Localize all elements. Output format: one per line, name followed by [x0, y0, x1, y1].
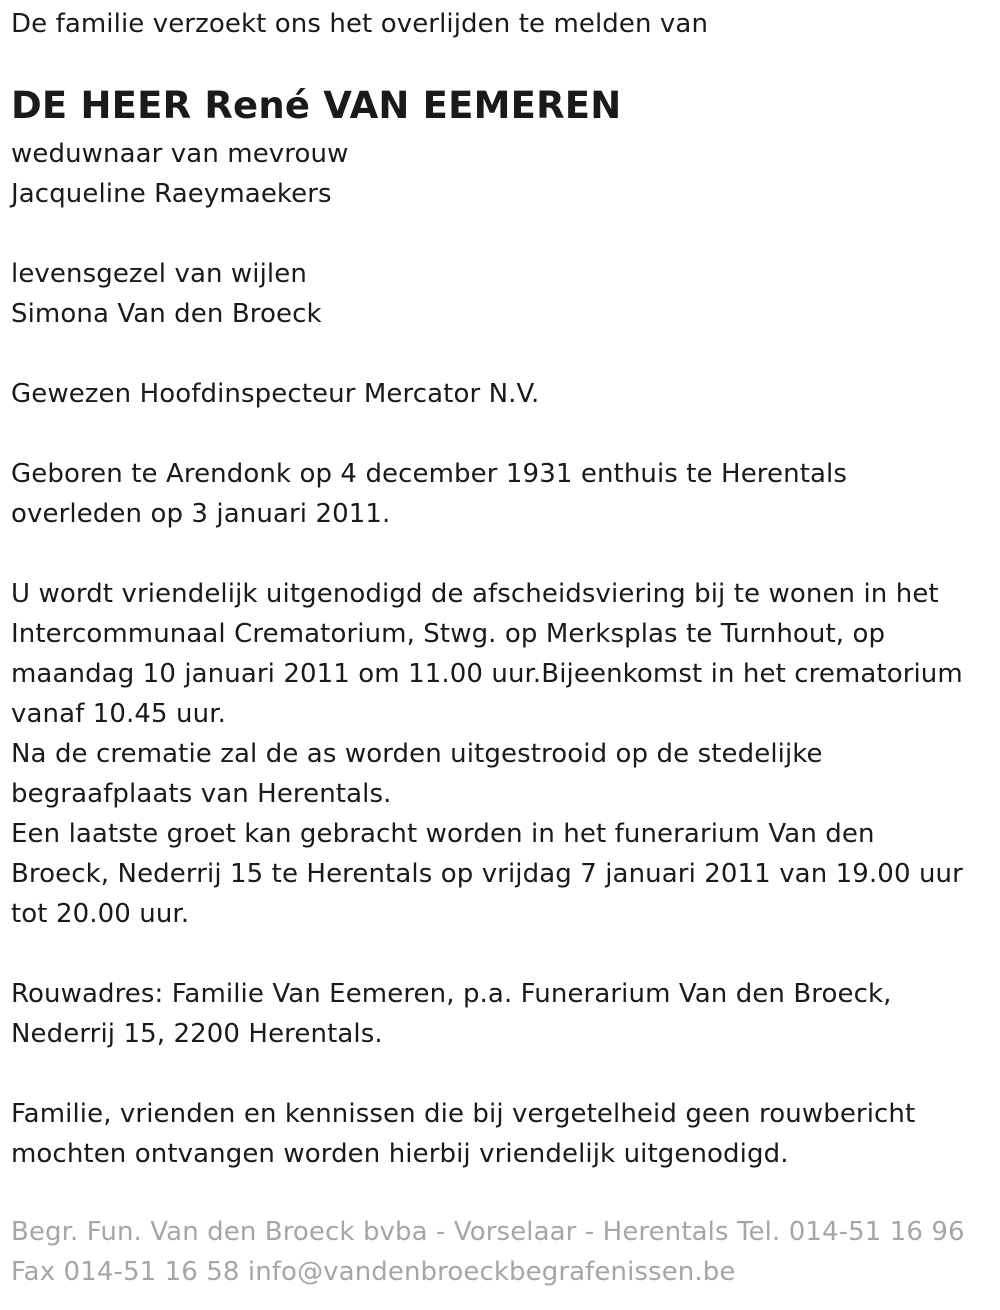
partner-block	[11, 254, 322, 334]
footer-line-2: Fax 014-51 16 58 info@vandenbroeckbegrafenissen.be	[11, 1257, 736, 1287]
ceremony-line: U wordt vriendelijk uitgenodigd de afscheidsviering bij te wonen in het	[11, 579, 939, 609]
address-line-1: Rouwadres: Familie Van Eemeren, p.a. Funerarium Van den Broeck,	[11, 979, 892, 1009]
birth-death-block	[11, 454, 847, 534]
ceremony-line: Een laatste groet kan gebracht worden in het funerarium Van den	[11, 819, 875, 849]
spouse-block	[11, 134, 348, 214]
partner-line-2: Simona Van den Broeck	[11, 299, 322, 329]
closing-block	[11, 1094, 915, 1174]
ceremony-line: tot 20.00 uur.	[11, 899, 190, 929]
address-line-2: Nederrij 15, 2200 Herentals.	[11, 1019, 383, 1049]
occupation-block	[11, 374, 539, 414]
spouse-line-2: Jacqueline Raeymaekers	[11, 179, 332, 209]
death-line: overleden op 3 januari 2011.	[11, 499, 391, 529]
ceremony-line: begraafplaats van Herentals.	[11, 779, 392, 809]
closing-line-2: mochten ontvangen worden hierbij vriendelijk uitgenodigd.	[11, 1139, 789, 1169]
closing-line-1: Familie, vrienden en kennissen die bij vergetelheid geen rouwbericht	[11, 1099, 916, 1129]
occupation-line: Gewezen Hoofdinspecteur Mercator N.V.	[11, 379, 540, 409]
ceremony-line: Na de crematie zal de as worden uitgestrooid op de stedelijke	[11, 739, 823, 769]
footer-line-1: Begr. Fun. Van den Broeck bvba - Vorselaar - Herentals Tel. 014-51 16 96	[11, 1217, 965, 1247]
deceased-name: DE HEER René VAN EEMEREN	[11, 84, 622, 127]
ceremony-line: vanaf 10.45 uur.	[11, 699, 226, 729]
funeral-home-footer	[11, 1212, 965, 1292]
ceremony-line: Broeck, Nederrij 15 te Herentals op vrijdag 7 januari 2011 van 19.00 uur	[11, 859, 963, 889]
address-block	[11, 974, 892, 1054]
ceremony-line: Intercommunaal Crematorium, Stwg. op Merksplas te Turnhout, op	[11, 619, 886, 649]
spouse-line-1: weduwnaar van mevrouw	[11, 139, 349, 169]
ceremony-block	[11, 574, 963, 934]
birth-line: Geboren te Arendonk op 4 december 1931 enthuis te Herentals	[11, 459, 847, 489]
ceremony-line: maandag 10 januari 2011 om 11.00 uur.Bijeenkomst in het crematorium	[11, 659, 963, 689]
intro-text: De familie verzoekt ons het overlijden te melden van	[11, 9, 709, 39]
partner-line-1: levensgezel van wijlen	[11, 259, 307, 289]
